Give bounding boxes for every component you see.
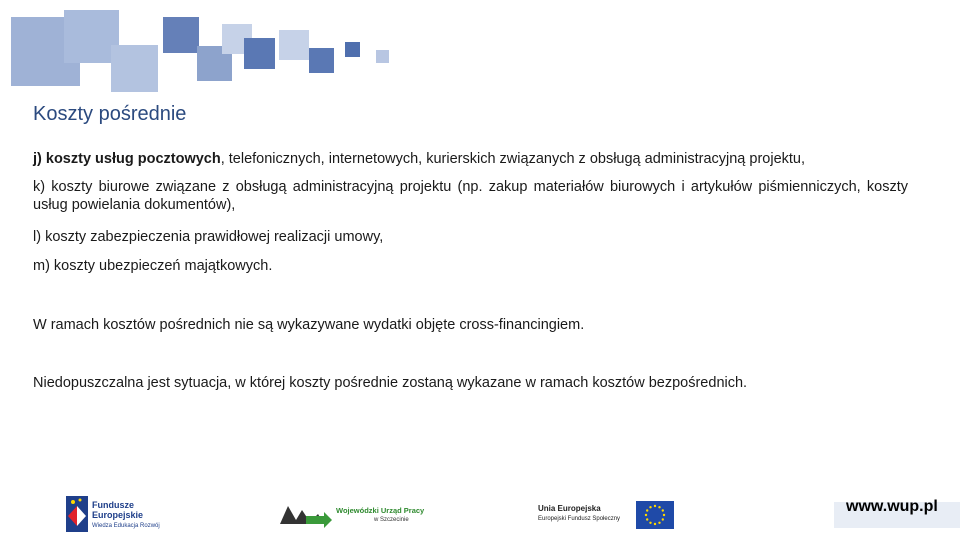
fe-emblem-icon (66, 496, 88, 532)
website-link[interactable]: www.wup.pl (846, 498, 938, 515)
fe-logo-line3: Wiedza Edukacja Rozwój (92, 523, 160, 529)
page-title: Koszty pośrednie (33, 103, 187, 125)
paragraph: W ramach kosztów pośrednich nie są wykazywane wydatki objęte cross-financingiem. (33, 317, 585, 333)
list-item: k) koszty biurowe związane z obsługą administracyjną projektu (np. zakup materiałów biurowych i artykułów piśmienniczych, koszty usług powielania dokumentów), (33, 179, 908, 213)
fe-logo-line1: Fundusze (92, 500, 134, 510)
wup-logo (280, 500, 430, 528)
paragraph: Niedopuszczalna jest sytuacja, w której koszty pośrednie zostaną wykazane w ramach kosztów bezpośrednich. (33, 375, 748, 391)
wup-logo-line1: Wojewódzki Urząd Pracy (336, 506, 425, 515)
list-item: l) koszty zabezpieczenia prawidłowej realizacji umowy, (33, 229, 384, 245)
fe-logo-line2: Europejskie (92, 510, 144, 520)
list-item: m) koszty ubezpieczeń majątkowych. (33, 258, 273, 274)
eu-flag-icon (636, 501, 674, 529)
fundusze-europejskie-logo (66, 496, 176, 532)
eu-logo-line1: Unia Europejska (538, 504, 601, 513)
list-item (33, 150, 908, 168)
list-item-bold: j) koszty usług pocztowych (33, 151, 221, 167)
footer (0, 488, 960, 540)
wup-emblem-icon (280, 500, 332, 528)
eu-logo (538, 500, 678, 530)
wup-logo-line2: w Szczecinie (374, 517, 409, 523)
list-item-text: , telefonicznych, internetowych, kurierskich związanych z obsługą administracyjną projektu, (220, 151, 806, 167)
eu-logo-line2: Europejski Fundusz Społeczny (538, 516, 621, 522)
